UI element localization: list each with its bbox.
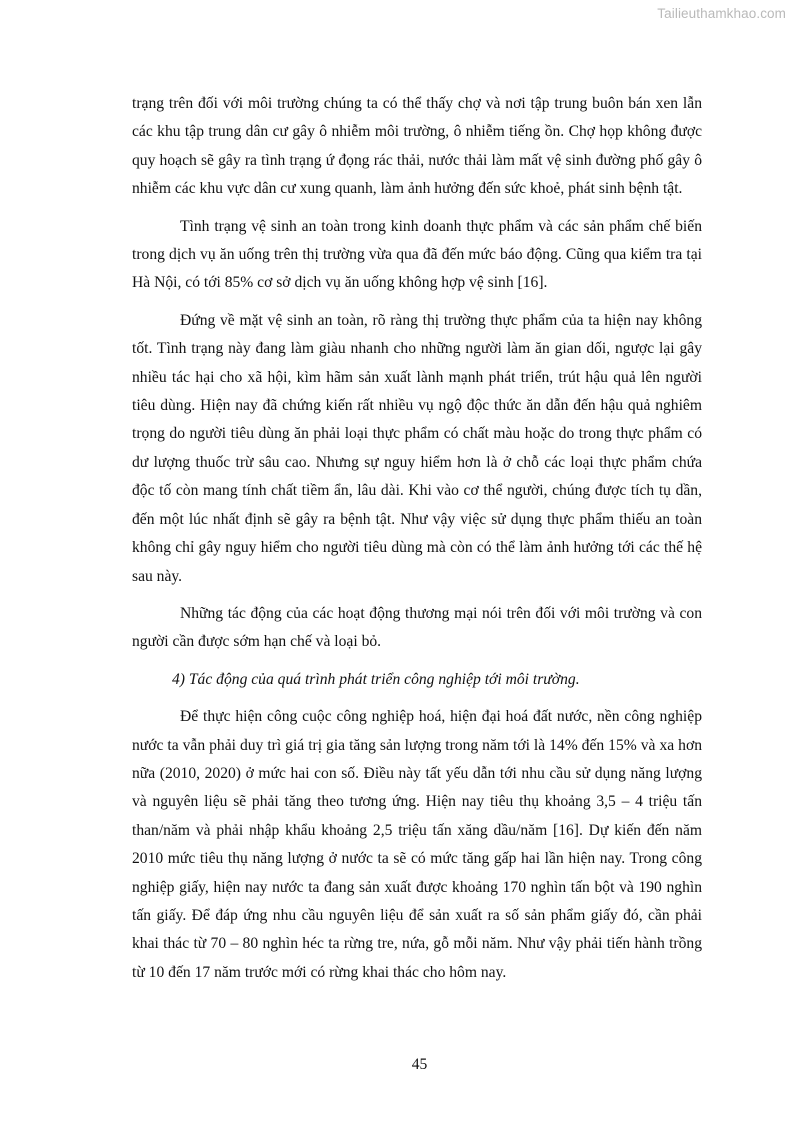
paragraph-food-market: Đứng về mặt vệ sinh an toàn, rõ ràng thị trường thực phẩm của ta hiện nay không tốt. Tình trạng này đang làm giàu nhanh cho những người làm ăn gian dối, ngược lại gây nhiều tác hại cho xã hội, kìm hãm sản xuất lành mạnh phát triển, trút hậu quả lên người tiêu dùng. Hiện nay đã chứng kiến rất nhiều vụ ngộ độc thức ăn dẫn đến hậu quả nghiêm trọng do người tiêu dùng ăn phải loại thực phẩm có chất màu hoặc do trong thực phẩm có dư lượng thuốc trừ sâu cao. Nhưng sự nguy hiểm hơn là ở chỗ các loại thực phẩm chứa độc tố còn mang tính chất tiềm ẩn, lâu dài. Khi vào cơ thể người, chúng được tích tụ dần, đến một lúc nhất định sẽ gây ra bệnh tật. Như vậy việc sử dụng thực phẩm thiếu an toàn không chỉ gây nguy hiểm cho người tiêu dùng mà còn có thể làm ảnh hưởng tới các thế hệ sau này. xyxy=(132,311,702,585)
paragraph-trade-impacts: Những tác động của các hoạt động thương mại nói trên đối với môi trường và con người cần được sớm hạn chế và loại bỏ. xyxy=(132,604,702,651)
watermark: Tailieuthamkhao.com xyxy=(657,6,786,21)
page-number: 45 xyxy=(411,1056,428,1073)
paragraph-food-safety: Tình trạng vệ sinh an toàn trong kinh doanh thực phẩm và các sản phẩm chế biến trong dịch vụ ăn uống trên thị trường vừa qua đã đến mức báo động. Cũng qua kiểm tra tại Hà Nội, có tới 85% cơ sở dịch vụ ăn uống không hợp vệ sinh [16]. xyxy=(132,217,702,292)
paragraph-continuation: trạng trên đối với môi trường chúng ta có thể thấy chợ và nơi tập trung buôn bán xen lẫn các khu tập trung dân cư gây ô nhiễm môi trường, ô nhiễm tiếng ồn. Chợ họp không được quy hoạch sẽ gây ra tình trạng ứ đọng rác thải, nước thải làm mất vệ sinh đường phố gây ô nhiễm các khu vực dân cư xung quanh, làm ảnh hưởng đến sức khoẻ, phát sinh bệnh tật. xyxy=(132,95,702,198)
document-body xyxy=(132,90,702,996)
section-heading: 4) Tác động của quá trình phát triển công nghiệp tới môi trường. xyxy=(172,670,580,688)
paragraph-industry: Để thực hiện công cuộc công nghiệp hoá, hiện đại hoá đất nước, nền công nghiệp nước ta vẫn phải duy trì giá trị gia tăng sản lượng trong năm tới là 14% đến 15% và xa hơn nữa (2010, 2020) ở mức hai con số. Điều này tất yếu dẫn tới nhu cầu sử dụng năng lượng và nguyên liệu sẽ phải tăng theo tương ứng. Hiện nay tiêu thụ khoảng 3,5 – 4 triệu tấn than/năm và phải nhập khẩu khoảng 2,5 triệu tấn xăng dầu/năm [16]. Dự kiến đến năm 2010 mức tiêu thụ năng lượng ở nước ta sẽ có mức tăng gấp hai lần hiện nay. Trong công nghiệp giấy, hiện nay nước ta đang sản xuất được khoảng 170 nghìn tấn bột và 190 nghìn tấn giấy. Để đáp ứng nhu cầu nguyên liệu để sản xuất ra số sản phẩm giấy đó, cần phải khai thác từ 70 – 80 nghìn héc ta rừng tre, nứa, gỗ mỗi năm. Như vậy phải tiến hành trồng từ 10 đến 17 năm trước mới có rừng khai thác cho hôm nay. xyxy=(132,708,702,981)
